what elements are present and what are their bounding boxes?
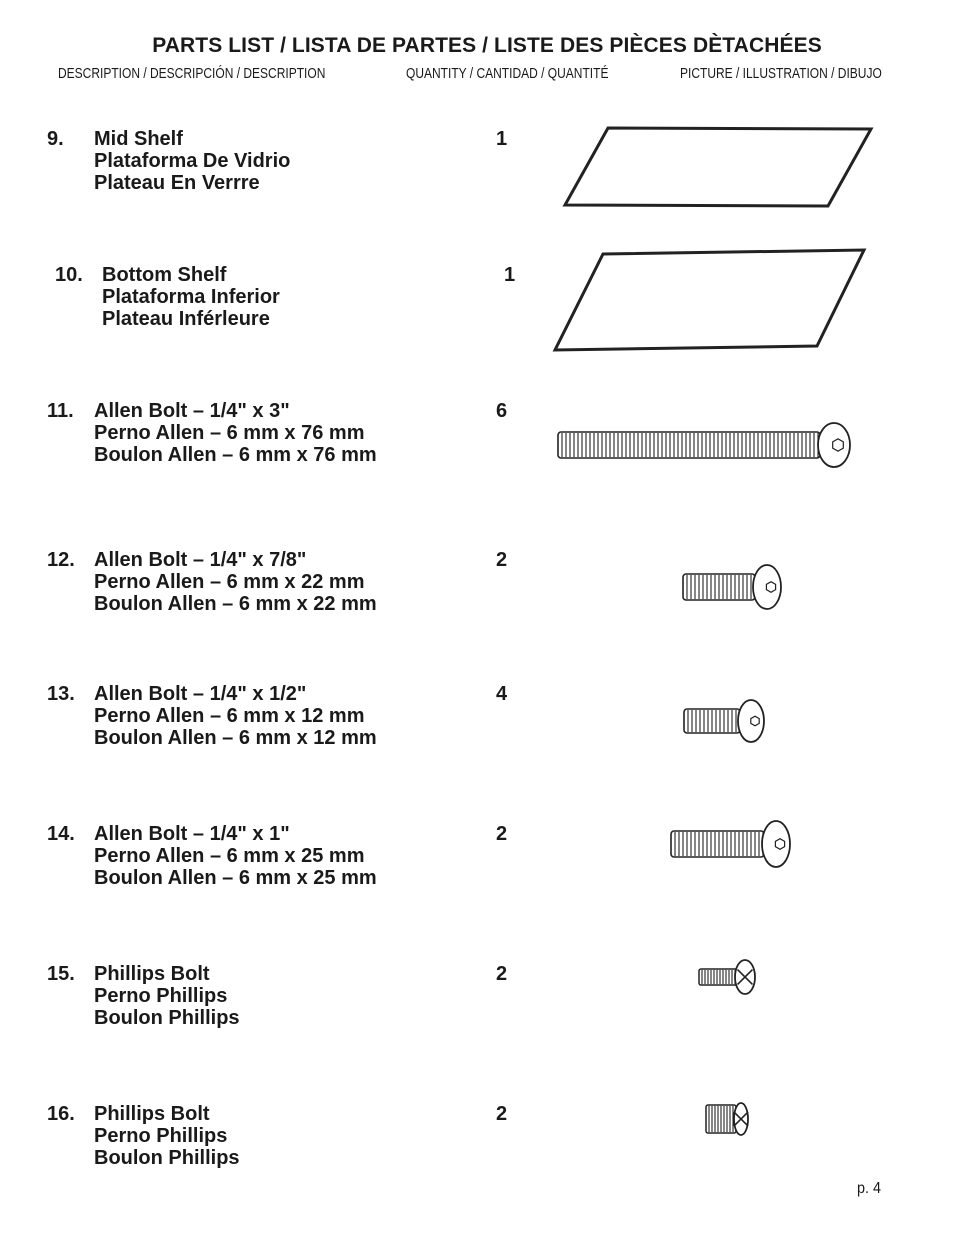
part-quantity: 6	[496, 400, 508, 422]
page-number: p. 4	[857, 1180, 882, 1197]
description-column-header: DESCRIPTION / DESCRIPCIÓN / DESCRIPTION	[58, 65, 326, 82]
part-quantity: 1	[496, 128, 508, 150]
part-number: 11.	[47, 400, 74, 422]
part-description	[94, 400, 377, 466]
part-number: 9.	[47, 128, 64, 150]
part-number: 12.	[47, 549, 75, 571]
description-line: Allen Bolt – 1/4" x 1"	[94, 823, 290, 845]
description-line: Phillips Bolt	[94, 963, 210, 985]
part-description	[94, 963, 240, 1029]
description-line: Phillips Bolt	[94, 1103, 210, 1125]
part-number: 10.	[55, 264, 83, 286]
description-line: Plataforma De Vidrio	[94, 150, 291, 172]
description-line: Allen Bolt – 1/4" x 1/2"	[94, 683, 307, 705]
part-number: 14.	[47, 823, 75, 845]
part-description	[94, 683, 377, 749]
description-line: Boulon Allen – 6 mm x 76 mm	[94, 444, 377, 466]
part-quantity: 1	[504, 264, 516, 286]
description-line: Perno Phillips	[94, 985, 228, 1007]
quantity-column-header: QUANTITY / CANTIDAD / QUANTITÉ	[406, 65, 609, 82]
description-line: Plataforma Inferior	[102, 286, 280, 308]
part-number: 13.	[47, 683, 75, 705]
part-description	[102, 264, 280, 330]
description-line: Perno Phillips	[94, 1125, 228, 1147]
description-line: Bottom Shelf	[102, 264, 227, 286]
part-quantity: 2	[496, 1103, 508, 1125]
part-description	[94, 128, 290, 194]
part-quantity: 4	[496, 683, 508, 705]
part-description	[94, 823, 377, 889]
description-line: Boulon Allen – 6 mm x 12 mm	[94, 727, 377, 749]
part-quantity: 2	[496, 549, 508, 571]
description-line: Perno Allen – 6 mm x 25 mm	[94, 845, 365, 867]
description-line: Perno Allen – 6 mm x 76 mm	[94, 422, 365, 444]
description-line: Allen Bolt – 1/4" x 3"	[94, 400, 290, 422]
description-line: Plateau Inférleure	[102, 308, 270, 330]
part-quantity: 2	[496, 823, 508, 845]
description-line: Perno Allen – 6 mm x 12 mm	[94, 705, 365, 727]
part-description	[94, 549, 377, 615]
part-quantity: 2	[496, 963, 508, 985]
description-line: Boulon Allen – 6 mm x 22 mm	[94, 593, 377, 615]
part-number: 15.	[47, 963, 75, 985]
description-line: Boulon Allen – 6 mm x 25 mm	[94, 867, 377, 889]
description-line: Boulon Phillips	[94, 1147, 240, 1169]
description-line: Mid Shelf	[94, 128, 183, 150]
page-title: PARTS LIST / LISTA DE PARTES / LISTE DES PIÈCES DÈTACHÉES	[152, 34, 822, 57]
part-number: 16.	[47, 1103, 75, 1125]
part-description	[94, 1103, 240, 1169]
description-line: Allen Bolt – 1/4" x 7/8"	[94, 549, 307, 571]
description-line: Perno Allen – 6 mm x 22 mm	[94, 571, 365, 593]
picture-column-header: PICTURE / ILLUSTRATION / DIBUJO	[680, 65, 882, 82]
description-line: Plateau En Verrre	[94, 172, 260, 194]
description-line: Boulon Phillips	[94, 1007, 240, 1029]
